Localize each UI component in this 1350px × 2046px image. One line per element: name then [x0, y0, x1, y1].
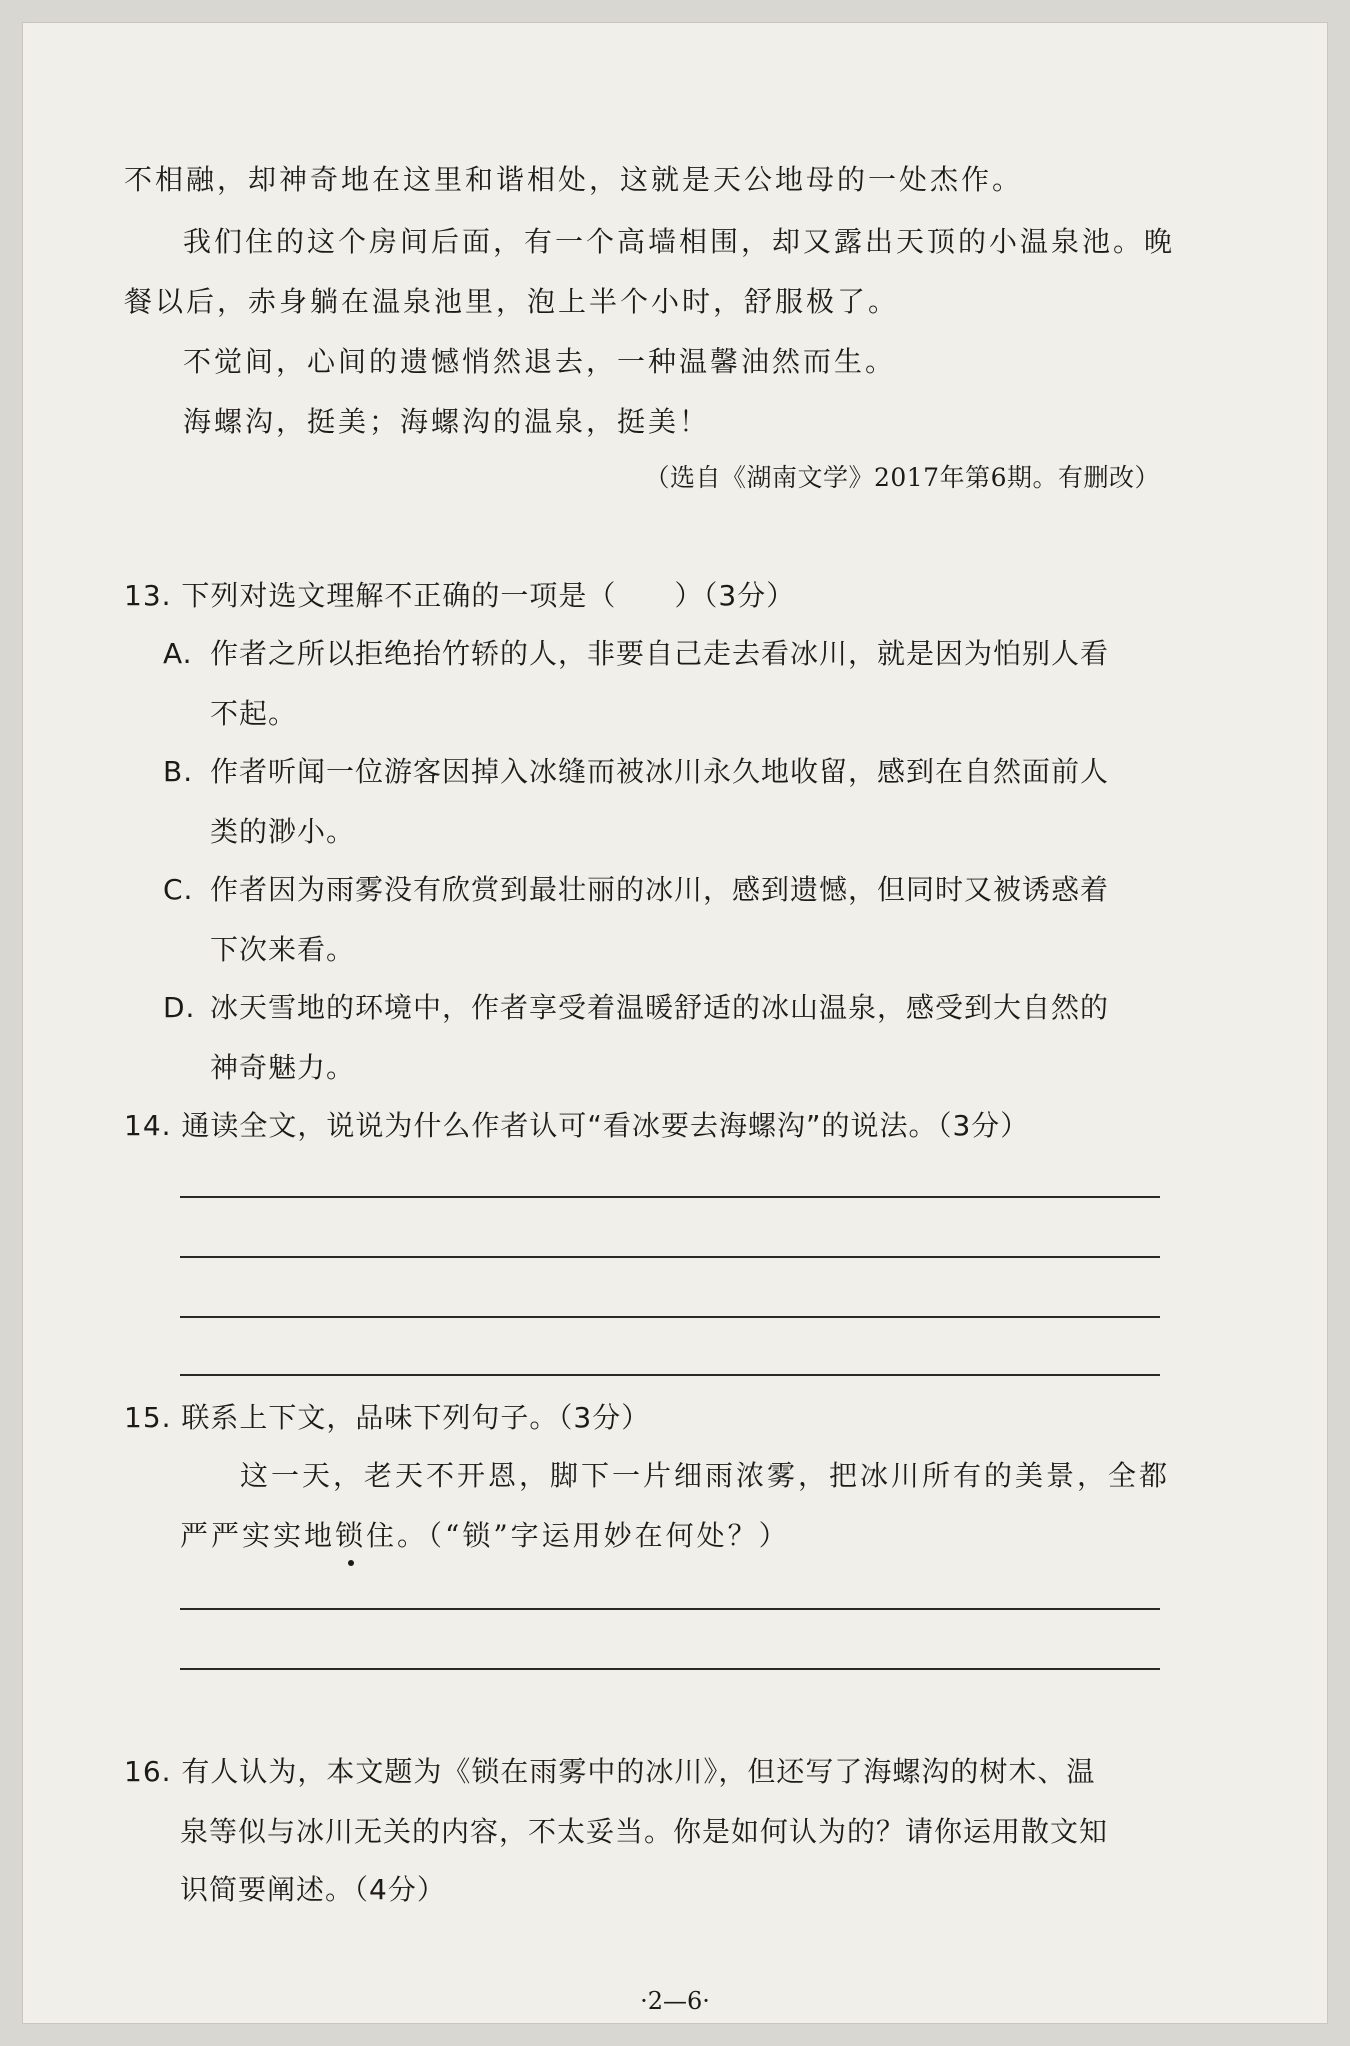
option-letter: A. [163, 637, 193, 670]
quote-text: 严严实实地 [180, 1519, 336, 1552]
quoted-sentence: 这一天，老天不开恩，脚下一片细雨浓雾，把冰川所有的美景，全都 [240, 1459, 1171, 1492]
option-c-text: 作者因为雨雾没有欣赏到最壮丽的冰川，感到遗憾，但同时又被诱惑着 [210, 873, 1110, 906]
option-d-text: 冰天雪地的环境中，作者享受着温暖舒适的冰山温泉，感受到大自然的 [210, 991, 1110, 1024]
passage-line: 餐以后，赤身躺在温泉池里，泡上半个小时，舒服极了。 [124, 285, 900, 318]
passage-line: 海螺沟，挺美；海螺沟的温泉，挺美！ [183, 405, 711, 438]
option-b-text: 类的渺小。 [210, 815, 356, 848]
answer-line[interactable] [180, 1374, 1160, 1376]
passage-line: 我们住的这个房间后面，有一个高墙相围，却又露出天顶的小温泉池。晚 [183, 225, 1176, 258]
passage-line: 不觉间，心间的遗憾悄然退去，一种温馨油然而生。 [183, 345, 897, 378]
option-d-text: 神奇魅力。 [210, 1051, 356, 1084]
passage-line: 不相融，却神奇地在这里和谐相处，这就是天公地母的一处杰作。 [124, 163, 1024, 196]
question-16-text: 识简要阐述。（4分） [180, 1873, 446, 1906]
answer-line[interactable] [180, 1196, 1160, 1198]
option-b-text: 作者听闻一位游客因掉入冰缝而被冰川永久地收留，感到在自然面前人 [210, 755, 1110, 788]
question-13-stem: 13. 下列对选文理解不正确的一项是（ ）（3分） [124, 579, 796, 612]
page-number: ·2—6· [640, 1987, 710, 2015]
quoted-sentence [180, 1516, 790, 1556]
answer-line[interactable] [180, 1256, 1160, 1258]
quote-text: 住。（“锁”字运用妙在何处？） [366, 1519, 790, 1552]
option-a-text: 不起。 [210, 697, 298, 730]
option-letter: C. [163, 873, 194, 906]
question-16-text: 16. 有人认为，本文题为《锁在雨雾中的冰川》，但还写了海螺沟的树木、温 [124, 1755, 1096, 1788]
option-letter: B. [163, 755, 194, 788]
option-a-text: 作者之所以拒绝抬竹轿的人，非要自己走去看冰川，就是因为怕别人看 [210, 637, 1110, 670]
question-15-stem: 15. 联系上下文，品味下列句子。（3分） [124, 1401, 651, 1434]
answer-line[interactable] [180, 1316, 1160, 1318]
question-14-stem: 14. 通读全文，说说为什么作者认可“看冰要去海螺沟”的说法。（3分） [124, 1109, 1030, 1142]
passage-source: （选自《湖南文学》2017年第6期。有删改） [644, 463, 1160, 492]
answer-line[interactable] [180, 1668, 1160, 1670]
option-letter: D. [163, 991, 196, 1024]
emphasis-mark: 锁 [335, 1516, 366, 1556]
question-16-text: 泉等似与冰川无关的内容，不太妥当。你是如何认为的？请你运用散文知 [180, 1815, 1109, 1848]
answer-line[interactable] [180, 1608, 1160, 1610]
option-c-text: 下次来看。 [210, 933, 356, 966]
